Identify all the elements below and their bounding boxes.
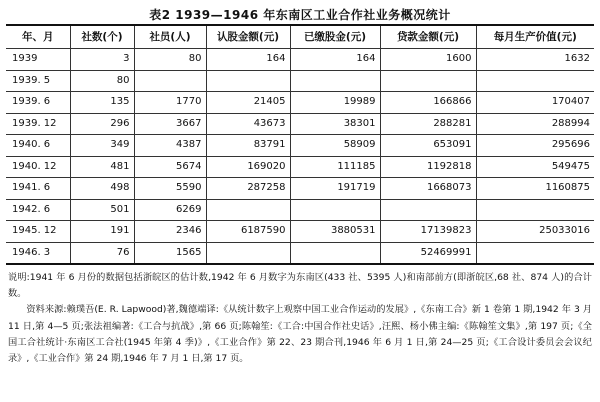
table-cell: 135 <box>70 92 134 114</box>
table-body <box>6 49 594 265</box>
table-cell: 3667 <box>134 113 206 135</box>
table-cell: 349 <box>70 135 134 157</box>
table-cell: 80 <box>70 70 134 92</box>
table-cell <box>380 70 476 92</box>
column-header: 贷款金额(元) <box>380 25 476 49</box>
column-header: 每月生产价值(元) <box>476 25 594 49</box>
table-cell: 653091 <box>380 135 476 157</box>
table-header-row <box>6 25 594 49</box>
table-cell: 43673 <box>206 113 290 135</box>
table-cell: 287258 <box>206 178 290 200</box>
table-cell: 17139823 <box>380 221 476 243</box>
table-row <box>6 156 594 178</box>
column-header: 已缴股金(元) <box>290 25 380 49</box>
table-cell: 1770 <box>134 92 206 114</box>
table-row <box>6 70 594 92</box>
table-cell <box>290 199 380 221</box>
table-cell <box>290 242 380 264</box>
column-header: 年、月 <box>22 31 54 43</box>
table-cell: 6187590 <box>206 221 290 243</box>
table-row <box>6 242 594 264</box>
column-header: 社数(个) <box>70 25 134 49</box>
row-date-cell: 1940. 6 <box>12 139 51 151</box>
sources-note: 资料来源:赖璞吾(E. R. Lapwood)著,魏德端译:《从统计数字上观察中国工业合作运动的发展》,《东南工合》新 1 卷第 1 期,1942 年 3 月 11 日,第 4—5 页;张法祖编著:《工合与抗战》,第 66 页;陈翰笙:《工合:中国合作社史话》,汪熙、杨小佛主编:《陈翰笙文集》,第 197 页;《全国工合社统计·东南区工合社(1945 年第 4 季)》,《工业合作》第 22、23 期合刊,1946 年 6 月 1 日,第 24—25 页;《工合设计委员会会议纪录》,《工业合作》第 24 期,1946 年 7 月 1 日,第 17 页。 <box>8 304 592 365</box>
table-cell: 4387 <box>134 135 206 157</box>
table-cell: 76 <box>70 242 134 264</box>
table-row <box>6 49 594 71</box>
explanation-note: 说明:1941 年 6 月份的数据包括浙皖区的估计数,1942 年 6 月数字为东南区(433 社、5395 人)和南部前方(即浙皖区,68 社、874 人)的合计数。 <box>8 272 592 300</box>
table-cell: 501 <box>70 199 134 221</box>
table-cell <box>476 199 594 221</box>
table-cell: 164 <box>290 49 380 71</box>
table-cell: 1160875 <box>476 178 594 200</box>
table-cell <box>380 199 476 221</box>
table-cell: 38301 <box>290 113 380 135</box>
row-date-cell: 1939. 5 <box>12 74 51 86</box>
row-date-cell: 1939 <box>12 53 38 65</box>
table-cell: 288281 <box>380 113 476 135</box>
row-date-cell: 1945. 12 <box>12 225 57 237</box>
table-caption: 表2 1939—1946 年东南区工业合作社业务概况统计 <box>149 8 451 22</box>
table-cell: 83791 <box>206 135 290 157</box>
table-cell: 3880531 <box>290 221 380 243</box>
table-cell: 21405 <box>206 92 290 114</box>
table-cell: 19989 <box>290 92 380 114</box>
statistics-table <box>6 24 594 265</box>
row-date-cell: 1946. 3 <box>12 246 51 258</box>
table-cell: 111185 <box>290 156 380 178</box>
table-row <box>6 178 594 200</box>
table-row <box>6 221 594 243</box>
table-cell: 164 <box>206 49 290 71</box>
table-cell <box>206 242 290 264</box>
table-cell: 58909 <box>290 135 380 157</box>
table-cell: 191719 <box>290 178 380 200</box>
table-cell: 6269 <box>134 199 206 221</box>
row-date-cell: 1940. 12 <box>12 160 57 172</box>
table-cell: 481 <box>70 156 134 178</box>
column-header: 认股金额(元) <box>206 25 290 49</box>
table-cell <box>206 70 290 92</box>
table-cell: 498 <box>70 178 134 200</box>
table-cell: 5674 <box>134 156 206 178</box>
table-notes <box>8 270 592 367</box>
row-date-cell: 1942. 6 <box>12 203 51 215</box>
table-cell: 1565 <box>134 242 206 264</box>
table-cell: 296 <box>70 113 134 135</box>
table-row <box>6 92 594 114</box>
table-cell: 80 <box>134 49 206 71</box>
table-cell: 5590 <box>134 178 206 200</box>
table-cell <box>290 70 380 92</box>
table-cell: 169020 <box>206 156 290 178</box>
table-cell: 191 <box>70 221 134 243</box>
table-cell: 170407 <box>476 92 594 114</box>
row-date-cell: 1939. 6 <box>12 96 51 108</box>
table-cell: 295696 <box>476 135 594 157</box>
table-row <box>6 199 594 221</box>
table-cell: 549475 <box>476 156 594 178</box>
table-cell <box>476 70 594 92</box>
table-cell: 288994 <box>476 113 594 135</box>
table-cell: 1192818 <box>380 156 476 178</box>
table-cell: 1600 <box>380 49 476 71</box>
table-cell: 25033016 <box>476 221 594 243</box>
table-cell <box>206 199 290 221</box>
table-cell: 3 <box>70 49 134 71</box>
table-row <box>6 135 594 157</box>
table-cell: 52469991 <box>380 242 476 264</box>
table-cell: 166866 <box>380 92 476 114</box>
column-header: 社员(人) <box>134 25 206 49</box>
table-cell: 1632 <box>476 49 594 71</box>
table-cell <box>134 70 206 92</box>
row-date-cell: 1939. 12 <box>12 117 57 129</box>
row-date-cell: 1941. 6 <box>12 182 51 194</box>
table-cell <box>476 242 594 264</box>
table-cell: 1668073 <box>380 178 476 200</box>
table-cell: 2346 <box>134 221 206 243</box>
table-row <box>6 113 594 135</box>
